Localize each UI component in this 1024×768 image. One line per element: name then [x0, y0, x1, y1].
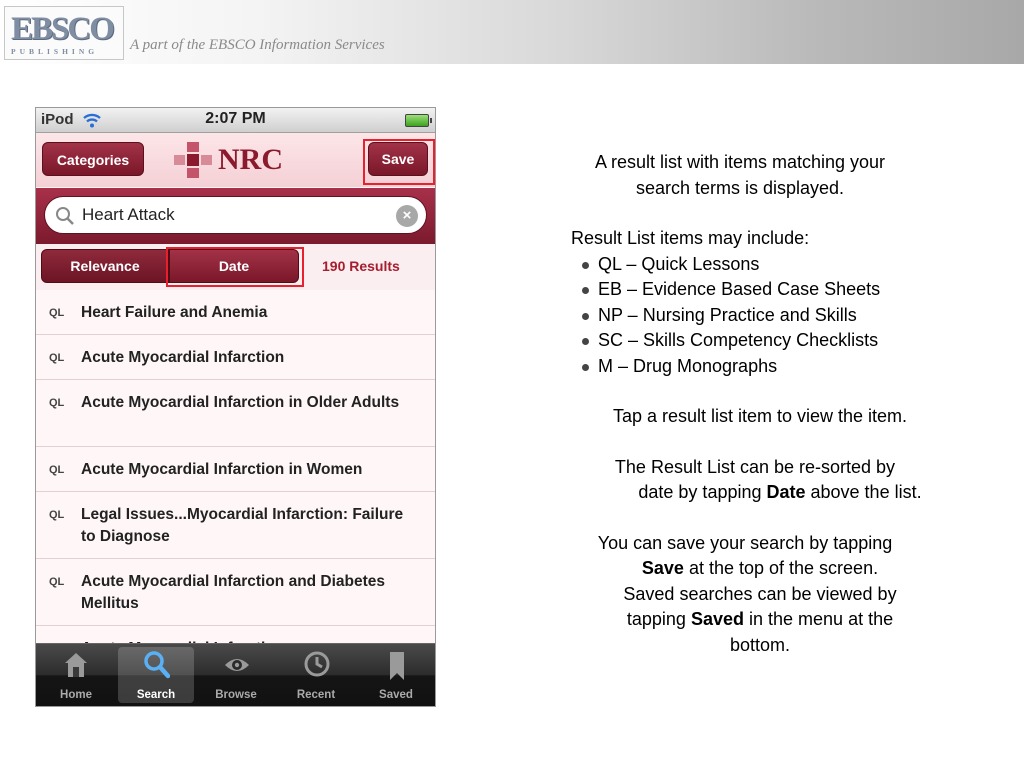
nrc-wordmark: NRC	[218, 143, 283, 176]
date-highlight-box	[166, 247, 304, 287]
save-button[interactable]: Save	[368, 142, 428, 176]
tab-saved[interactable]	[358, 647, 434, 703]
ebsco-logo	[4, 6, 124, 60]
list-entry: EB – Evidence Based Case Sheets	[588, 277, 960, 303]
search-bar	[36, 188, 435, 244]
save-line-1: You can save your search by tapping	[597, 532, 893, 553]
save-highlight-box	[363, 139, 435, 185]
list-entry: NP – Nursing Practice and Skills	[588, 303, 960, 329]
saved-emphasis: Saved	[690, 609, 744, 629]
tab-label: Saved	[379, 689, 413, 701]
magnifier-icon	[55, 206, 75, 226]
list-item[interactable]	[36, 559, 435, 626]
item-type-tag: QL	[49, 576, 65, 588]
item-type-tag: QL	[49, 464, 65, 476]
tab-label: Home	[60, 689, 92, 701]
tab-bar	[36, 643, 435, 706]
search-query: Heart Attack	[82, 205, 175, 224]
phone-screen	[35, 107, 436, 707]
tab-label: Recent	[296, 689, 336, 701]
list-entry: M – Drug Monographs	[588, 354, 960, 380]
intro-line-1: A result list with items matching your	[594, 152, 886, 172]
tab-home[interactable]	[38, 647, 114, 703]
date-emphasis: Date	[766, 482, 806, 502]
logo-wordmark: EBSCO	[11, 11, 113, 47]
instruction-notes	[560, 150, 960, 658]
logo-subtitle: PUBLISHING	[11, 47, 99, 56]
result-list	[36, 290, 435, 671]
item-type-tag: QL	[49, 352, 65, 364]
tab-label: Search	[136, 689, 176, 701]
save-line-5: bottom.	[729, 634, 791, 655]
item-title: Acute Myocardial Infarction and Diabetes Mellitus	[81, 573, 386, 612]
status-time: 2:07 PM	[205, 110, 266, 127]
list-entry: SC – Skills Competency Checklists	[588, 328, 960, 354]
item-type-tag: QL	[49, 509, 65, 521]
resort-line-2: date by tapping Date above the list.	[638, 482, 922, 502]
home-icon	[64, 651, 88, 679]
list-item[interactable]	[36, 447, 435, 492]
clock-icon	[304, 651, 330, 679]
item-title: Acute Myocardial Infarction in Women	[81, 461, 363, 478]
item-type-list	[560, 252, 960, 380]
item-type-tag: QL	[49, 397, 65, 409]
bookmark-icon	[384, 651, 410, 681]
header-banner	[0, 0, 1024, 64]
tab-recent[interactable]	[278, 647, 354, 703]
save-line-3: Saved searches can be viewed by	[623, 583, 897, 604]
search-input[interactable]	[44, 196, 427, 234]
sort-relevance-button[interactable]: Relevance	[41, 249, 169, 283]
status-bar	[36, 108, 435, 133]
tab-browse[interactable]	[198, 647, 274, 703]
save-line-4: tapping Saved in the menu at the	[626, 609, 894, 629]
tap-instruction: Tap a result list item to view the item.	[612, 406, 908, 426]
sort-date-button[interactable]: Date	[169, 249, 299, 283]
list-entry: QL – Quick Lessons	[588, 252, 960, 278]
list-item[interactable]	[36, 492, 435, 559]
tab-search[interactable]	[118, 647, 194, 703]
nrc-cross-icon	[173, 140, 215, 180]
tab-label: Browse	[215, 689, 257, 701]
eye-icon	[224, 651, 250, 679]
list-item[interactable]	[36, 335, 435, 380]
list-item[interactable]	[36, 290, 435, 335]
search-icon	[144, 651, 170, 679]
save-emphasis: Save	[641, 558, 684, 578]
battery-icon	[405, 114, 429, 127]
carrier-label: iPod	[41, 111, 74, 128]
list-heading: Result List items may include:	[571, 228, 810, 248]
categories-button[interactable]: Categories	[42, 142, 144, 176]
item-title: Acute Myocardial Infarction	[81, 349, 285, 366]
save-line-2: Save at the top of the screen.	[641, 558, 879, 578]
nrc-logo	[173, 140, 293, 180]
intro-line-2: search terms is displayed.	[635, 177, 845, 198]
item-type-tag: QL	[49, 307, 65, 319]
item-title: Heart Failure and Anemia	[81, 304, 268, 321]
list-item[interactable]	[36, 380, 435, 447]
item-title: Acute Myocardial Infarction in Older Adults	[81, 394, 400, 411]
item-title: Legal Issues...Myocardial Infarction: Failure to Diagnose	[81, 506, 404, 545]
clear-icon[interactable]: ×	[396, 205, 418, 227]
banner-tagline: A part of the EBSCO Information Services	[130, 37, 385, 53]
resort-line-1: The Result List can be re-sorted by	[614, 456, 896, 477]
result-count: 190 Results	[322, 258, 400, 274]
